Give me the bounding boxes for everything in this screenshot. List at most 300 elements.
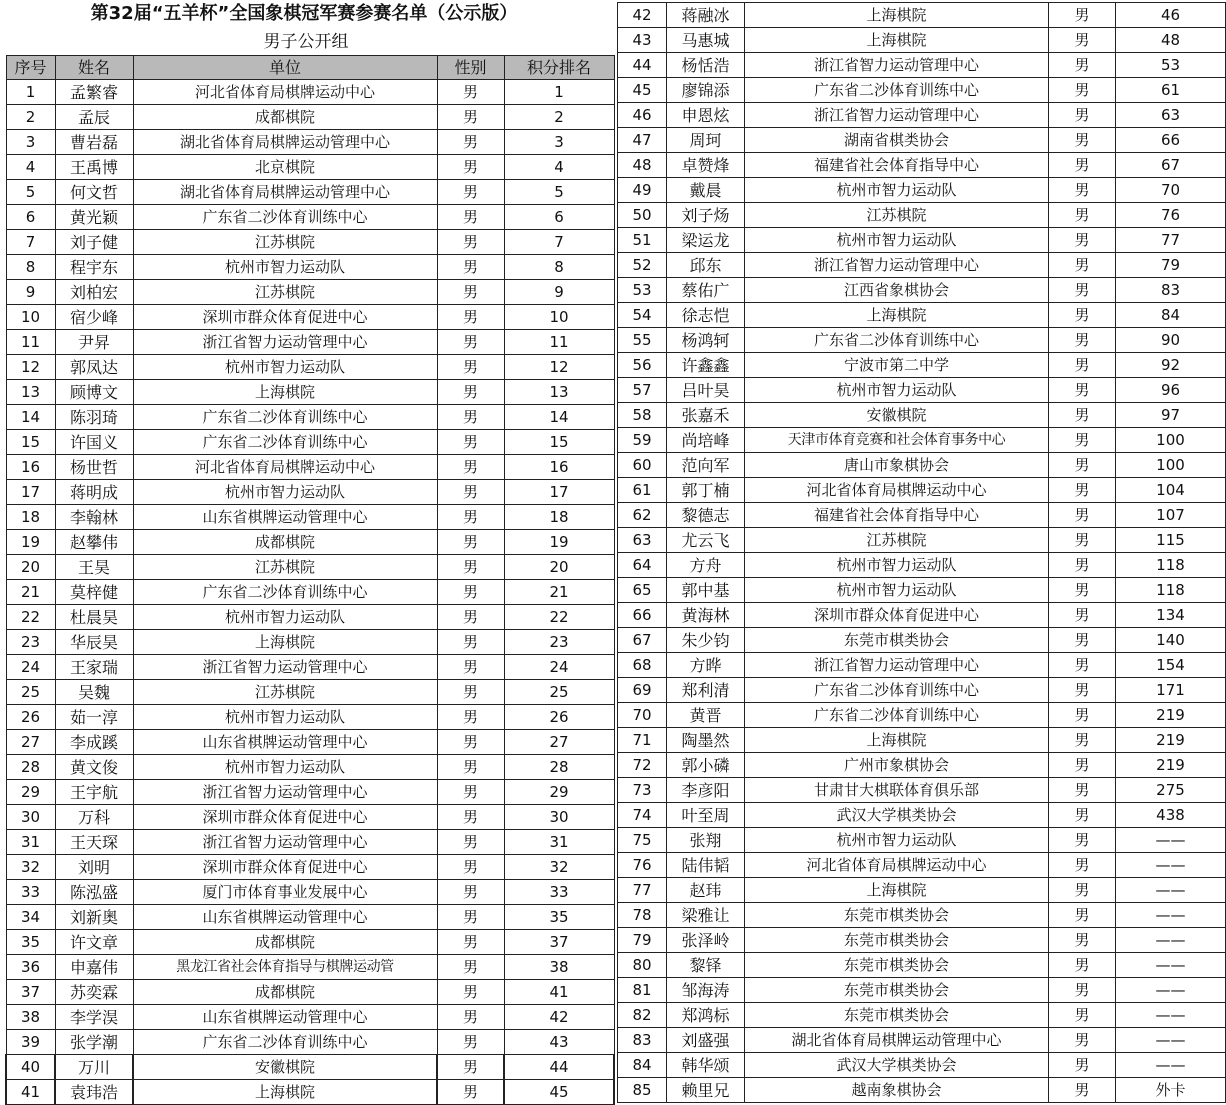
cell-rank: —— <box>1116 1053 1226 1078</box>
cell-gender: 男 <box>437 980 504 1005</box>
cell-index: 45 <box>618 78 667 103</box>
cell-rank: 100 <box>1116 453 1226 478</box>
cell-index: 37 <box>6 980 55 1005</box>
cell-gender: 男 <box>437 880 504 905</box>
cell-unit: 江苏棋院 <box>745 203 1049 228</box>
cell-name: 廖锦添 <box>667 78 745 103</box>
cell-rank: 28 <box>504 755 614 780</box>
cell-name: 王禹博 <box>55 155 133 180</box>
cell-name: 李成蹊 <box>55 730 133 755</box>
table-row <box>6 930 614 955</box>
cell-index: 12 <box>6 355 55 380</box>
cell-name: 黄晋 <box>667 703 745 728</box>
cell-rank: 31 <box>504 830 614 855</box>
cell-name: 梁运龙 <box>667 228 745 253</box>
cell-gender: 男 <box>437 255 504 280</box>
cell-unit: 浙江省智力运动管理中心 <box>133 330 437 355</box>
cell-gender: 男 <box>1049 1003 1116 1028</box>
cell-unit: 广东省二沙体育训练中心 <box>133 580 437 605</box>
cell-unit: 武汉大学棋类协会 <box>745 1053 1049 1078</box>
cell-gender: 男 <box>1049 853 1116 878</box>
cell-unit: 广东省二沙体育训练中心 <box>133 1030 437 1055</box>
cell-name: 苏奕霖 <box>55 980 133 1005</box>
cell-unit: 广东省二沙体育训练中心 <box>745 678 1049 703</box>
cell-rank: 61 <box>1116 78 1226 103</box>
cell-unit: 越南象棋协会 <box>745 1078 1049 1103</box>
cell-rank: 26 <box>504 705 614 730</box>
cell-rank: 67 <box>1116 153 1226 178</box>
cell-index: 23 <box>6 630 55 655</box>
cell-gender: 男 <box>1049 403 1116 428</box>
cell-name: 曹岩磊 <box>55 130 133 155</box>
cell-gender: 男 <box>1049 1078 1116 1103</box>
cell-index: 72 <box>618 753 667 778</box>
cell-unit: 北京棋院 <box>133 155 437 180</box>
cell-name: 许国义 <box>55 430 133 455</box>
cell-unit: 广东省二沙体育训练中心 <box>745 328 1049 353</box>
cell-index: 42 <box>618 3 667 28</box>
cell-name: 范向军 <box>667 453 745 478</box>
table-row <box>6 805 614 830</box>
table-row <box>618 228 1226 253</box>
cell-unit: 深圳市群众体育促进中心 <box>133 305 437 330</box>
cell-rank: 43 <box>504 1030 614 1055</box>
cell-index: 1 <box>6 80 55 105</box>
cell-index: 30 <box>6 805 55 830</box>
cell-name: 茹一淳 <box>55 705 133 730</box>
table-row <box>6 280 614 305</box>
cell-unit: 江西省象棋协会 <box>745 278 1049 303</box>
table-row <box>618 828 1226 853</box>
cell-gender: 男 <box>437 180 504 205</box>
cell-name: 王家瑞 <box>55 655 133 680</box>
table-row <box>618 428 1226 453</box>
cell-gender: 男 <box>437 80 504 105</box>
table-row <box>618 553 1226 578</box>
cell-name: 王天琛 <box>55 830 133 855</box>
cell-index: 57 <box>618 378 667 403</box>
cell-name: 黄光颖 <box>55 205 133 230</box>
cell-gender: 男 <box>437 655 504 680</box>
table-row <box>6 105 614 130</box>
cell-name: 吴魏 <box>55 680 133 705</box>
cell-unit: 江苏棋院 <box>133 230 437 255</box>
table-row <box>618 478 1226 503</box>
cell-unit: 福建省社会体育指导中心 <box>745 153 1049 178</box>
cell-rank: 10 <box>504 305 614 330</box>
cell-unit: 浙江省智力运动管理中心 <box>745 653 1049 678</box>
cell-rank: 17 <box>504 480 614 505</box>
cell-rank: 79 <box>1116 253 1226 278</box>
cell-gender: 男 <box>437 555 504 580</box>
cell-gender: 男 <box>1049 628 1116 653</box>
table-row <box>6 355 614 380</box>
cell-gender: 男 <box>1049 378 1116 403</box>
cell-index: 28 <box>6 755 55 780</box>
cell-rank: 84 <box>1116 303 1226 328</box>
cell-gender: 男 <box>1049 1053 1116 1078</box>
cell-gender: 男 <box>1049 228 1116 253</box>
cell-index: 18 <box>6 505 55 530</box>
table-row <box>618 3 1226 28</box>
cell-gender: 男 <box>437 605 504 630</box>
cell-rank: 96 <box>1116 378 1226 403</box>
cell-gender: 男 <box>437 280 504 305</box>
cell-index: 21 <box>6 580 55 605</box>
cell-unit: 杭州市智力运动队 <box>133 705 437 730</box>
cell-index: 73 <box>618 778 667 803</box>
cell-index: 6 <box>6 205 55 230</box>
cell-unit: 杭州市智力运动队 <box>745 178 1049 203</box>
cell-unit: 黑龙江省社会体育指导与棋牌运动管 <box>133 955 437 980</box>
cell-gender: 男 <box>1049 578 1116 603</box>
cell-unit: 浙江省智力运动管理中心 <box>745 253 1049 278</box>
cell-rank: —— <box>1116 953 1226 978</box>
cell-unit: 广州市象棋协会 <box>745 753 1049 778</box>
table-row <box>618 203 1226 228</box>
cell-gender: 男 <box>437 1030 504 1055</box>
cell-gender: 男 <box>437 930 504 955</box>
table-row <box>618 278 1226 303</box>
cell-rank: 22 <box>504 605 614 630</box>
cell-unit: 东莞市棋类协会 <box>745 1003 1049 1028</box>
cell-unit: 杭州市智力运动队 <box>133 480 437 505</box>
cell-index: 39 <box>6 1030 55 1055</box>
cell-name: 黄海林 <box>667 603 745 628</box>
cell-name: 许鑫鑫 <box>667 353 745 378</box>
cell-index: 22 <box>6 605 55 630</box>
cell-unit: 天津市体育竞赛和社会体育事务中心 <box>745 428 1049 453</box>
cell-name: 许文章 <box>55 930 133 955</box>
table-row <box>618 328 1226 353</box>
cell-unit: 杭州市智力运动队 <box>745 828 1049 853</box>
cell-name: 万川 <box>55 1055 133 1080</box>
roster-body-left <box>6 80 614 1105</box>
cell-index: 38 <box>6 1005 55 1030</box>
cell-name: 孟繁睿 <box>55 80 133 105</box>
cell-name: 黎铎 <box>667 953 745 978</box>
table-row <box>6 730 614 755</box>
table-row <box>6 155 614 180</box>
table-row <box>618 953 1226 978</box>
cell-gender: 男 <box>1049 28 1116 53</box>
cell-index: 2 <box>6 105 55 130</box>
cell-index: 14 <box>6 405 55 430</box>
cell-unit: 上海棋院 <box>745 728 1049 753</box>
cell-gender: 男 <box>1049 78 1116 103</box>
cell-name: 刘柏宏 <box>55 280 133 305</box>
cell-name: 程宇东 <box>55 255 133 280</box>
table-row <box>618 303 1226 328</box>
cell-unit: 成都棋院 <box>133 930 437 955</box>
cell-unit: 宁波市第二中学 <box>745 353 1049 378</box>
cell-index: 33 <box>6 880 55 905</box>
cell-gender: 男 <box>1049 703 1116 728</box>
cell-index: 65 <box>618 578 667 603</box>
cell-rank: 90 <box>1116 328 1226 353</box>
cell-index: 7 <box>6 230 55 255</box>
cell-rank: 30 <box>504 805 614 830</box>
cell-rank: 118 <box>1116 578 1226 603</box>
cell-rank: 14 <box>504 405 614 430</box>
cell-rank: 41 <box>504 980 614 1005</box>
document-subtitle: 男子公开组 <box>263 32 349 52</box>
cell-name: 黄文俊 <box>55 755 133 780</box>
cell-unit: 上海棋院 <box>745 3 1049 28</box>
cell-gender: 男 <box>1049 178 1116 203</box>
cell-index: 51 <box>618 228 667 253</box>
cell-index: 35 <box>6 930 55 955</box>
cell-unit: 山东省棋牌运动管理中心 <box>133 505 437 530</box>
cell-unit: 上海棋院 <box>745 303 1049 328</box>
table-row <box>6 1055 614 1080</box>
cell-unit: 武汉大学棋类协会 <box>745 803 1049 828</box>
cell-gender: 男 <box>1049 953 1116 978</box>
cell-gender: 男 <box>437 480 504 505</box>
cell-rank: 53 <box>1116 53 1226 78</box>
cell-gender: 男 <box>437 230 504 255</box>
cell-unit: 广东省二沙体育训练中心 <box>133 430 437 455</box>
cell-unit: 杭州市智力运动队 <box>745 378 1049 403</box>
table-row <box>6 905 614 930</box>
cell-rank: 32 <box>504 855 614 880</box>
cell-name: 郑鸿标 <box>667 1003 745 1028</box>
col-header-gender: 性别 <box>437 56 504 80</box>
cell-index: 58 <box>618 403 667 428</box>
cell-rank: 4 <box>504 155 614 180</box>
cell-rank: 171 <box>1116 678 1226 703</box>
cell-index: 70 <box>618 703 667 728</box>
cell-name: 张泽岭 <box>667 928 745 953</box>
cell-gender: 男 <box>437 130 504 155</box>
cell-name: 赵攀伟 <box>55 530 133 555</box>
cell-rank: 11 <box>504 330 614 355</box>
cell-gender: 男 <box>1049 328 1116 353</box>
cell-unit: 深圳市群众体育促进中心 <box>133 855 437 880</box>
table-row <box>6 780 614 805</box>
cell-rank: 134 <box>1116 603 1226 628</box>
cell-rank: 35 <box>504 905 614 930</box>
cell-gender: 男 <box>1049 478 1116 503</box>
table-row <box>618 503 1226 528</box>
cell-gender: 男 <box>1049 903 1116 928</box>
cell-unit: 山东省棋牌运动管理中心 <box>133 1005 437 1030</box>
table-row <box>6 480 614 505</box>
cell-index: 52 <box>618 253 667 278</box>
cell-gender: 男 <box>437 830 504 855</box>
table-row <box>6 830 614 855</box>
table-row <box>6 205 614 230</box>
cell-name: 李学淏 <box>55 1005 133 1030</box>
cell-gender: 男 <box>437 630 504 655</box>
cell-rank: 97 <box>1116 403 1226 428</box>
cell-unit: 东莞市棋类协会 <box>745 978 1049 1003</box>
cell-unit: 东莞市棋类协会 <box>745 628 1049 653</box>
cell-index: 55 <box>618 328 667 353</box>
cell-rank: 37 <box>504 930 614 955</box>
cell-gender: 男 <box>1049 303 1116 328</box>
table-row <box>618 1028 1226 1053</box>
cell-index: 81 <box>618 978 667 1003</box>
cell-rank: 118 <box>1116 553 1226 578</box>
cell-index: 4 <box>6 155 55 180</box>
cell-name: 宿少峰 <box>55 305 133 330</box>
cell-name: 张翔 <box>667 828 745 853</box>
cell-name: 王宇航 <box>55 780 133 805</box>
cell-index: 53 <box>618 278 667 303</box>
cell-unit: 广东省二沙体育训练中心 <box>745 703 1049 728</box>
cell-name: 叶至周 <box>667 803 745 828</box>
cell-unit: 浙江省智力运动管理中心 <box>745 53 1049 78</box>
cell-gender: 男 <box>1049 278 1116 303</box>
cell-name: 蒋融冰 <box>667 3 745 28</box>
roster-table-left <box>5 55 615 1105</box>
cell-rank: 15 <box>504 430 614 455</box>
table-row <box>6 505 614 530</box>
table-row <box>618 153 1226 178</box>
table-row <box>6 380 614 405</box>
cell-index: 41 <box>6 1080 55 1105</box>
cell-unit: 杭州市智力运动队 <box>133 755 437 780</box>
cell-name: 徐志恺 <box>667 303 745 328</box>
cell-rank: 24 <box>504 655 614 680</box>
cell-gender: 男 <box>1049 728 1116 753</box>
cell-rank: 3 <box>504 130 614 155</box>
cell-index: 43 <box>618 28 667 53</box>
cell-rank: 8 <box>504 255 614 280</box>
table-row <box>618 878 1226 903</box>
cell-name: 黎德志 <box>667 503 745 528</box>
cell-name: 赵玮 <box>667 878 745 903</box>
cell-name: 郭丁楠 <box>667 478 745 503</box>
cell-gender: 男 <box>437 205 504 230</box>
cell-name: 李翰林 <box>55 505 133 530</box>
cell-name: 刘明 <box>55 855 133 880</box>
table-row <box>6 705 614 730</box>
cell-unit: 浙江省智力运动管理中心 <box>133 780 437 805</box>
cell-index: 85 <box>618 1078 667 1103</box>
cell-rank: 438 <box>1116 803 1226 828</box>
cell-rank: 154 <box>1116 653 1226 678</box>
table-row <box>6 680 614 705</box>
cell-index: 75 <box>618 828 667 853</box>
cell-gender: 男 <box>1049 778 1116 803</box>
cell-rank: 27 <box>504 730 614 755</box>
cell-gender: 男 <box>437 430 504 455</box>
cell-gender: 男 <box>437 155 504 180</box>
table-row <box>618 978 1226 1003</box>
cell-rank: —— <box>1116 828 1226 853</box>
cell-rank: —— <box>1116 928 1226 953</box>
cell-name: 卓赞烽 <box>667 153 745 178</box>
cell-rank: 外卡 <box>1116 1078 1226 1103</box>
cell-index: 20 <box>6 555 55 580</box>
cell-index: 31 <box>6 830 55 855</box>
cell-name: 尤云飞 <box>667 528 745 553</box>
cell-unit: 杭州市智力运动队 <box>133 605 437 630</box>
cell-index: 17 <box>6 480 55 505</box>
cell-name: 陆伟韬 <box>667 853 745 878</box>
table-row <box>6 1080 614 1105</box>
cell-gender: 男 <box>1049 3 1116 28</box>
cell-unit: 湖北省体育局棋牌运动管理中心 <box>133 180 437 205</box>
cell-gender: 男 <box>437 380 504 405</box>
cell-index: 5 <box>6 180 55 205</box>
table-row <box>618 903 1226 928</box>
cell-index: 66 <box>618 603 667 628</box>
table-row <box>6 980 614 1005</box>
cell-gender: 男 <box>437 905 504 930</box>
cell-unit: 浙江省智力运动管理中心 <box>133 830 437 855</box>
cell-index: 25 <box>6 680 55 705</box>
table-row <box>6 180 614 205</box>
cell-rank: 104 <box>1116 478 1226 503</box>
cell-index: 82 <box>618 1003 667 1028</box>
cell-unit: 成都棋院 <box>133 105 437 130</box>
cell-gender: 男 <box>1049 53 1116 78</box>
cell-unit: 河北省体育局棋牌运动中心 <box>745 853 1049 878</box>
table-row <box>618 128 1226 153</box>
cell-index: 19 <box>6 530 55 555</box>
cell-unit: 山东省棋牌运动管理中心 <box>133 905 437 930</box>
cell-gender: 男 <box>437 955 504 980</box>
cell-name: 陈羽琦 <box>55 405 133 430</box>
cell-rank: 115 <box>1116 528 1226 553</box>
cell-unit: 广东省二沙体育训练中心 <box>745 78 1049 103</box>
cell-gender: 男 <box>437 755 504 780</box>
cell-name: 赖里兄 <box>667 1078 745 1103</box>
cell-rank: 219 <box>1116 753 1226 778</box>
cell-gender: 男 <box>1049 128 1116 153</box>
cell-name: 孟辰 <box>55 105 133 130</box>
cell-name: 郭凤达 <box>55 355 133 380</box>
cell-index: 76 <box>618 853 667 878</box>
cell-name: 方晔 <box>667 653 745 678</box>
table-row <box>618 703 1226 728</box>
table-row <box>618 453 1226 478</box>
table-row <box>6 455 614 480</box>
cell-index: 46 <box>618 103 667 128</box>
cell-rank: 66 <box>1116 128 1226 153</box>
table-row <box>6 530 614 555</box>
table-row <box>618 628 1226 653</box>
cell-rank: 2 <box>504 105 614 130</box>
cell-index: 49 <box>618 178 667 203</box>
table-row <box>6 405 614 430</box>
table-row <box>6 655 614 680</box>
table-header-row <box>6 56 614 80</box>
cell-index: 44 <box>618 53 667 78</box>
cell-unit: 河北省体育局棋牌运动中心 <box>745 478 1049 503</box>
cell-unit: 安徽棋院 <box>133 1055 437 1080</box>
cell-rank: 219 <box>1116 703 1226 728</box>
table-row <box>618 653 1226 678</box>
cell-name: 申嘉伟 <box>55 955 133 980</box>
cell-name: 郭小磷 <box>667 753 745 778</box>
cell-name: 郭中基 <box>667 578 745 603</box>
cell-unit: 杭州市智力运动队 <box>745 553 1049 578</box>
cell-gender: 男 <box>1049 1028 1116 1053</box>
cell-gender: 男 <box>437 730 504 755</box>
col-header-rank: 积分排名 <box>504 56 614 80</box>
cell-unit: 杭州市智力运动队 <box>745 228 1049 253</box>
cell-gender: 男 <box>1049 353 1116 378</box>
table-row <box>6 130 614 155</box>
cell-gender: 男 <box>1049 253 1116 278</box>
cell-name: 莫梓健 <box>55 580 133 605</box>
cell-rank: 29 <box>504 780 614 805</box>
cell-rank: 45 <box>504 1080 614 1105</box>
